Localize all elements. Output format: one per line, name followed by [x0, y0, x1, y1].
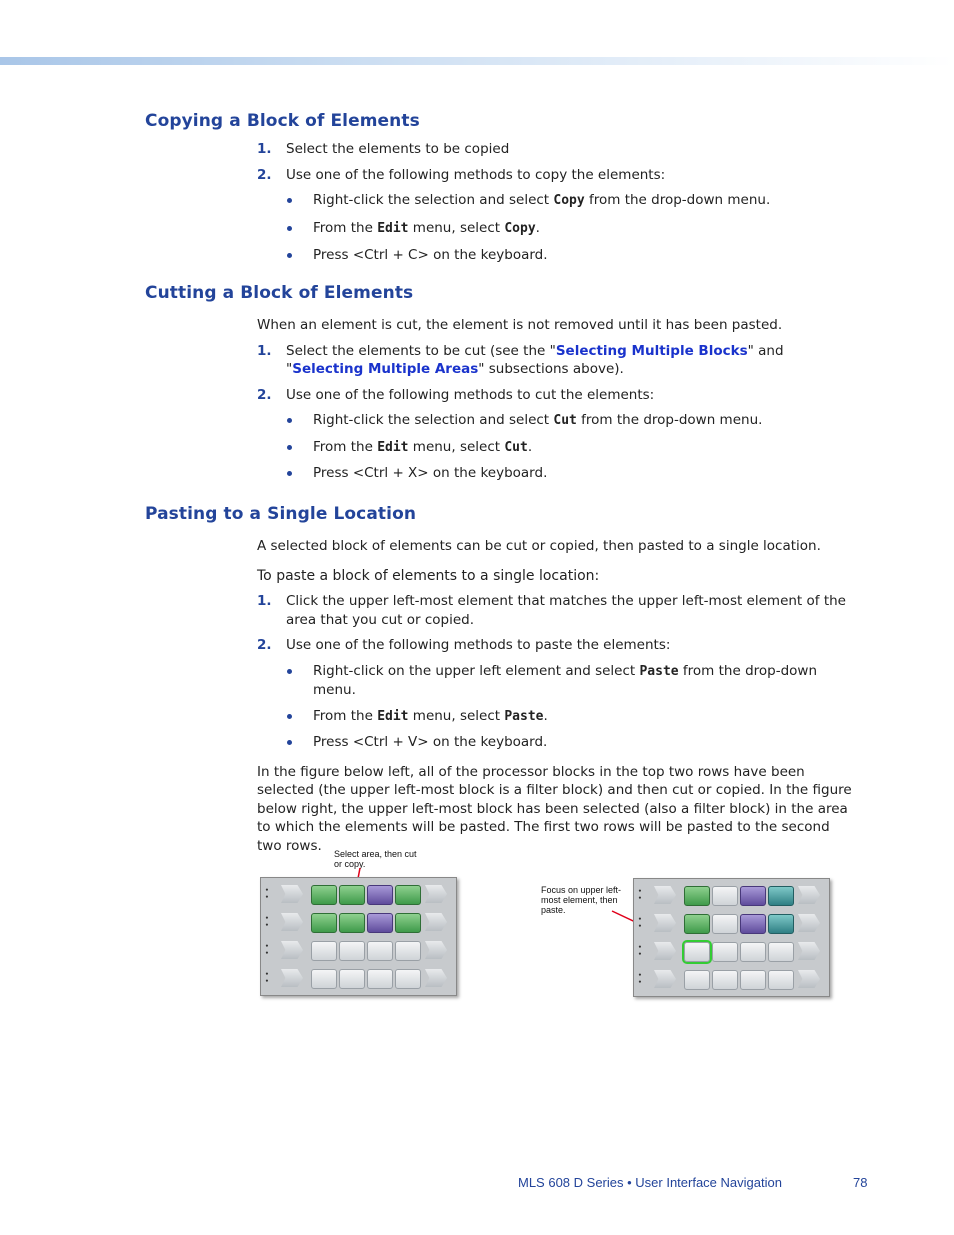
text: Right-click on the upper left element and select — [313, 662, 640, 679]
processor-block[interactable] — [684, 914, 710, 934]
command-name: Copy — [553, 193, 585, 208]
text: . — [535, 219, 540, 236]
gain-block[interactable] — [281, 969, 303, 987]
command-name: Paste — [504, 708, 544, 724]
processor-block[interactable] — [684, 970, 710, 990]
text: Right-click the selection and select — [313, 412, 554, 428]
footer-title: MLS 608 D Series • User Interface Navigation — [518, 1175, 782, 1190]
gain-block[interactable] — [654, 942, 676, 960]
trim-block[interactable] — [425, 885, 447, 903]
processor-block[interactable] — [395, 941, 421, 961]
processor-block[interactable] — [740, 942, 766, 962]
right-processor-grid — [633, 878, 830, 997]
processor-block[interactable] — [367, 885, 393, 905]
text: from the drop-down menu. — [584, 192, 771, 208]
text: " and " — [286, 342, 784, 377]
processor-block[interactable] — [395, 885, 421, 905]
trim-block[interactable] — [798, 886, 820, 904]
processor-block[interactable] — [311, 913, 337, 933]
text: Press <Ctrl + V> on the keyboard. — [313, 734, 548, 750]
step-text: Use one of the following methods to cut the elements: — [286, 386, 655, 403]
command-name: Paste — [639, 663, 679, 679]
processor-block[interactable] — [311, 969, 337, 989]
figure-description: In the figure below left, all of the processor blocks in the top two rows have been selected (the upper left-most block is a filter block) and then cut or copied. In the figure below right, the upper left-most block has been selected (also a filter block) in the area to which the elements will be pasted. The first two rows will be pasted to the second two rows. — [257, 763, 852, 854]
processor-block[interactable] — [740, 914, 766, 934]
trim-block[interactable] — [425, 941, 447, 959]
text: from the drop-down menu. — [313, 662, 818, 698]
menu-name: Edit — [377, 220, 409, 236]
gain-block[interactable] — [281, 885, 303, 903]
section-title-copying: Copying a Block of Elements — [145, 111, 420, 131]
step-number: 1. — [257, 593, 272, 609]
gain-block[interactable] — [281, 941, 303, 959]
step-text: Use one of the following methods to copy the elements: — [286, 166, 666, 183]
processor-block[interactable] — [740, 970, 766, 990]
step-text: Use one of the following methods to paste the elements: — [286, 637, 671, 653]
processor-block[interactable] — [339, 885, 365, 905]
processor-block[interactable] — [768, 914, 794, 934]
text: Press <Ctrl + X> on the keyboard. — [313, 465, 548, 481]
gain-block[interactable] — [654, 970, 676, 988]
processor-block[interactable] — [339, 969, 365, 989]
text: Right-click the selection and select — [313, 192, 554, 208]
channel-lr-marker: • • — [265, 943, 269, 957]
processor-block[interactable] — [395, 913, 421, 933]
cutting-intro: When an element is cut, the element is not removed until it has been pasted. — [257, 317, 783, 333]
channel-lr-marker: • • — [265, 971, 269, 985]
processor-block[interactable] — [712, 914, 738, 934]
processor-block[interactable] — [339, 941, 365, 961]
left-processor-grid — [260, 877, 457, 996]
channel-lr-marker: • • — [638, 888, 642, 902]
text: menu, select — [408, 438, 505, 455]
section-title-pasting: Pasting to a Single Location — [145, 504, 417, 524]
section-title-cutting: Cutting a Block of Elements — [145, 283, 414, 303]
text: From the — [313, 707, 378, 724]
processor-block[interactable] — [311, 885, 337, 905]
step-number: 1. — [257, 141, 272, 157]
command-name: Cut — [553, 413, 577, 428]
processor-block[interactable] — [684, 886, 710, 906]
channel-lr-marker: • • — [265, 887, 269, 901]
text: from the drop-down menu. — [576, 412, 763, 428]
step-text: Click the upper left-most element that matches the upper left-most element of the area that you cut or copied. — [286, 593, 846, 628]
processor-block[interactable] — [367, 913, 393, 933]
menu-name: Edit — [377, 439, 409, 455]
trim-block[interactable] — [425, 969, 447, 987]
processor-block[interactable] — [740, 886, 766, 906]
text: menu, select — [408, 219, 505, 236]
processor-block[interactable] — [712, 942, 738, 962]
processor-block[interactable] — [367, 941, 393, 961]
text: From the — [313, 438, 378, 455]
processor-block[interactable] — [395, 969, 421, 989]
command-name: Cut — [504, 439, 528, 455]
channel-lr-marker: • • — [265, 915, 269, 929]
processor-block[interactable] — [311, 941, 337, 961]
processor-block[interactable] — [768, 886, 794, 906]
page-number: 78 — [853, 1175, 868, 1190]
trim-block[interactable] — [425, 913, 447, 931]
trim-block[interactable] — [798, 970, 820, 988]
command-name: Copy — [504, 220, 536, 236]
step-number: 1. — [257, 342, 272, 359]
channel-lr-marker: • • — [638, 944, 642, 958]
gain-block[interactable] — [654, 914, 676, 932]
channel-lr-marker: • • — [638, 916, 642, 930]
trim-block[interactable] — [798, 942, 820, 960]
menu-name: Edit — [377, 708, 409, 724]
link-selecting-multiple-blocks[interactable]: Selecting Multiple Blocks — [555, 342, 748, 359]
processor-block[interactable] — [339, 913, 365, 933]
gain-block[interactable] — [281, 913, 303, 931]
text: From the — [313, 219, 378, 236]
processor-block[interactable] — [768, 942, 794, 962]
step-number: 2. — [257, 386, 272, 403]
channel-lr-marker: • • — [638, 972, 642, 986]
pasting-intro: A selected block of elements can be cut or copied, then pasted to a single location. — [257, 538, 821, 554]
link-selecting-multiple-areas[interactable]: Selecting Multiple Areas — [292, 361, 479, 377]
right-figure-callout: Focus on upper left-most element, then paste. — [541, 885, 622, 915]
trim-block[interactable] — [798, 914, 820, 932]
text: . — [543, 707, 548, 724]
step-text: Select the elements to be copied — [286, 141, 510, 157]
left-figure-callout: Select area, then cut or copy. — [334, 849, 417, 869]
text: Press <Ctrl + C> on the keyboard. — [313, 247, 548, 263]
processor-block[interactable] — [768, 970, 794, 990]
processor-block[interactable] — [367, 969, 393, 989]
processor-block[interactable] — [712, 970, 738, 990]
text: . — [527, 438, 533, 455]
processor-block[interactable] — [684, 942, 710, 962]
text: Select the elements to be cut (see the " — [286, 342, 556, 359]
text: menu, select — [408, 707, 505, 724]
step-number: 2. — [257, 637, 272, 653]
text: " subsections above). — [478, 361, 624, 377]
pasting-lead: To paste a block of elements to a single location: — [257, 567, 600, 584]
step-number: 2. — [257, 166, 272, 183]
gain-block[interactable] — [654, 886, 676, 904]
processor-block[interactable] — [712, 886, 738, 906]
